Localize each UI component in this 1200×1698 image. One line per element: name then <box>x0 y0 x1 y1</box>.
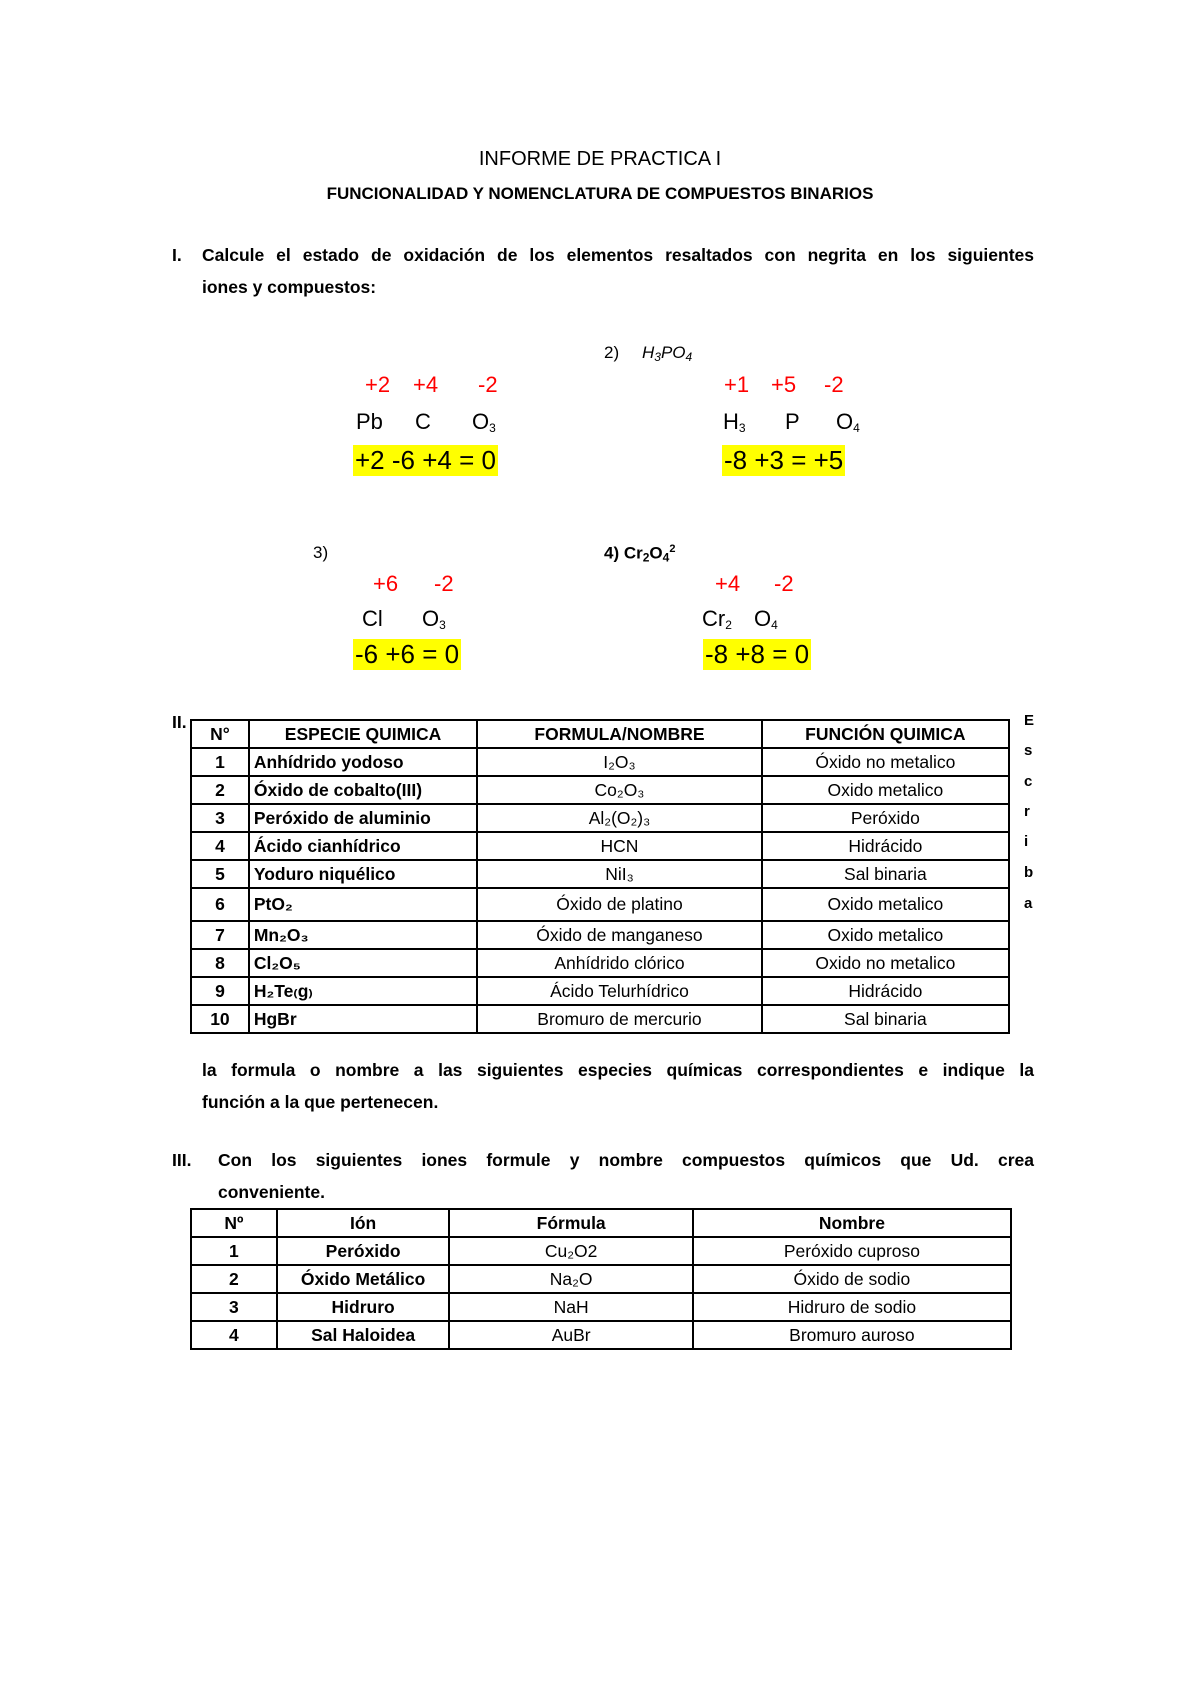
row-especie: Peróxido de aluminio <box>249 804 477 832</box>
ex3-ox-o: -2 <box>434 571 454 596</box>
row-funcion: Hidrácido <box>762 977 1009 1005</box>
table-row <box>191 1237 1011 1265</box>
table-row <box>191 804 1009 832</box>
ex1-sum: +2 -6 +4 = 0 <box>355 445 496 475</box>
ex1-el-o: $O_3$ <box>472 409 496 435</box>
row-number: 10 <box>191 1005 249 1033</box>
row-especie: Óxido de cobalto(III) <box>249 776 477 804</box>
ex1-el-pb: Pb <box>356 409 383 434</box>
ex4-ox-cr: +4 <box>715 571 741 596</box>
row-nombre: Bromuro auroso <box>693 1321 1011 1349</box>
ex4-el-o: $O_4$ <box>754 606 778 632</box>
ex3-sum: -6 +6 = 0 <box>355 639 460 669</box>
row-number: 2 <box>191 1265 277 1293</box>
vertical-letter: r <box>1024 803 1030 820</box>
header-n: Nº <box>191 1209 277 1237</box>
ex4-el-cr: $Cr_2$ <box>702 606 732 632</box>
row-number: 4 <box>191 1321 277 1349</box>
ex2-ox-h: +1 <box>724 372 750 397</box>
page-title: INFORME DE PRACTICA I <box>478 148 722 170</box>
section2-numeral: II. <box>172 712 187 732</box>
row-nombre: Hidruro de sodio <box>693 1293 1011 1321</box>
row-nombre: Óxido de sodio <box>693 1265 1011 1293</box>
row-especie: H₂Te₍g₎ <box>249 977 477 1005</box>
section1-text-line1: Calcule el estado de oxidación de los elementos resaltados con negrita en los siguientes <box>202 245 1034 265</box>
row-especie: HgBr <box>249 1005 477 1033</box>
row-formula: Na₂O <box>449 1265 692 1293</box>
row-number: 8 <box>191 949 249 977</box>
row-especie: PtO₂ <box>249 888 477 921</box>
ex2-label: 2) <box>604 343 620 362</box>
row-number: 7 <box>191 921 249 949</box>
row-formula: HCN <box>477 832 761 860</box>
row-especie: Ácido cianhídrico <box>249 832 477 860</box>
row-especie: Cl₂O₅ <box>249 949 477 977</box>
ex2-sum: -8 +3 = +5 <box>724 445 844 475</box>
row-number: 2 <box>191 776 249 804</box>
row-funcion: Peróxido <box>762 804 1009 832</box>
table-row <box>191 921 1009 949</box>
section1-text-line2: iones y compuestos: <box>202 277 377 297</box>
table-row <box>191 1005 1009 1033</box>
row-ion: Óxido Metálico <box>277 1265 450 1293</box>
ex1-ox-o: -2 <box>478 372 498 397</box>
row-funcion: Óxido no metalico <box>762 748 1009 776</box>
ex3-label: 3) <box>313 543 329 562</box>
section2-text-line2: función a la que pertenecen. <box>202 1092 439 1112</box>
row-funcion: Sal binaria <box>762 1005 1009 1033</box>
ex3-ox-cl: +6 <box>373 571 399 596</box>
vertical-letter: s <box>1024 742 1033 759</box>
row-number: 1 <box>191 748 249 776</box>
vertical-letter: E <box>1024 712 1035 729</box>
ex2-el-o: $O_4$ <box>836 409 860 435</box>
row-formula: NaH <box>449 1293 692 1321</box>
species-table <box>190 719 1010 1034</box>
table-row <box>191 1293 1011 1321</box>
header-formula: FORMULA/NOMBRE <box>477 720 761 748</box>
row-formula: I₂O₃ <box>477 748 761 776</box>
row-funcion: Sal binaria <box>762 860 1009 888</box>
table-row <box>191 949 1009 977</box>
row-number: 1 <box>191 1237 277 1265</box>
row-funcion: Oxido metalico <box>762 776 1009 804</box>
table-row <box>191 748 1009 776</box>
section2-text-line1: la formula o nombre a las siguientes especies químicas correspondientes e indique la <box>202 1060 1034 1080</box>
row-funcion: Hidrácido <box>762 832 1009 860</box>
table-row <box>191 1321 1011 1349</box>
header-formula: Fórmula <box>449 1209 692 1237</box>
section3-numeral: III. <box>172 1150 192 1170</box>
ex1-el-c: C <box>415 409 431 434</box>
row-ion: Peróxido <box>277 1237 450 1265</box>
table-row <box>191 776 1009 804</box>
table-header-row <box>191 1209 1011 1237</box>
vertical-letter: i <box>1024 833 1029 850</box>
ex4-ox-o: -2 <box>774 571 794 596</box>
row-nombre: Peróxido cuproso <box>693 1237 1011 1265</box>
ex4-label: 4) $Cr_2O_4^2$ <box>604 543 676 565</box>
header-n: N° <box>191 720 249 748</box>
ions-table <box>190 1208 1012 1350</box>
row-number: 4 <box>191 832 249 860</box>
row-formula: Óxido de manganeso <box>477 921 761 949</box>
row-number: 5 <box>191 860 249 888</box>
vertical-letter: b <box>1024 864 1034 881</box>
row-formula: Co₂O₃ <box>477 776 761 804</box>
row-formula: AuBr <box>449 1321 692 1349</box>
row-especie: Yoduro niquélico <box>249 860 477 888</box>
vertical-letter: c <box>1024 773 1033 790</box>
vertical-letter: a <box>1024 895 1033 912</box>
table-row <box>191 860 1009 888</box>
row-formula: Bromuro de mercurio <box>477 1005 761 1033</box>
section3-text-line2: conveniente. <box>218 1182 325 1202</box>
row-number: 9 <box>191 977 249 1005</box>
row-especie: Anhídrido yodoso <box>249 748 477 776</box>
ex2-formula: $H_3PO_4$ <box>642 343 693 364</box>
ex2-el-p: P <box>785 409 800 434</box>
table-row <box>191 832 1009 860</box>
row-formula: Cu₂O2 <box>449 1237 692 1265</box>
ex2-ox-p: +5 <box>771 372 797 397</box>
header-ion: Ión <box>277 1209 450 1237</box>
table-row <box>191 977 1009 1005</box>
row-funcion: Oxido metalico <box>762 921 1009 949</box>
row-formula: Óxido de platino <box>477 888 761 921</box>
ex2-ox-o: -2 <box>824 372 844 397</box>
header-funcion: FUNCIÓN QUIMICA <box>762 720 1009 748</box>
ex3-el-cl: Cl <box>362 606 383 631</box>
ex4-sum: -8 +8 = 0 <box>705 639 810 669</box>
row-number: 3 <box>191 1293 277 1321</box>
row-especie: Mn₂O₃ <box>249 921 477 949</box>
row-formula: Al₂(O₂)₃ <box>477 804 761 832</box>
row-number: 3 <box>191 804 249 832</box>
row-number: 6 <box>191 888 249 921</box>
table-row <box>191 888 1009 921</box>
section3-text-line1: Con los siguientes iones formule y nombre compuestos químicos que Ud. crea <box>218 1150 1034 1170</box>
row-formula: Anhídrido clórico <box>477 949 761 977</box>
row-ion: Hidruro <box>277 1293 450 1321</box>
row-funcion: Oxido metalico <box>762 888 1009 921</box>
header-nombre: Nombre <box>693 1209 1011 1237</box>
ex2-el-h: $H_3$ <box>723 409 746 435</box>
row-ion: Sal Haloidea <box>277 1321 450 1349</box>
section1-numeral: I. <box>172 245 182 265</box>
table-header-row <box>191 720 1009 748</box>
page-subtitle: FUNCIONALIDAD Y NOMENCLATURA DE COMPUESTOS BINARIOS <box>326 184 874 203</box>
table-row <box>191 1265 1011 1293</box>
ex1-ox-pb: +2 <box>365 372 391 397</box>
row-funcion: Oxido no metalico <box>762 949 1009 977</box>
ex3-el-o: $O_3$ <box>422 606 446 632</box>
row-formula: Ácido Telurhídrico <box>477 977 761 1005</box>
ex1-ox-c: +4 <box>413 372 439 397</box>
header-especie: ESPECIE QUIMICA <box>249 720 477 748</box>
row-formula: NiI₃ <box>477 860 761 888</box>
